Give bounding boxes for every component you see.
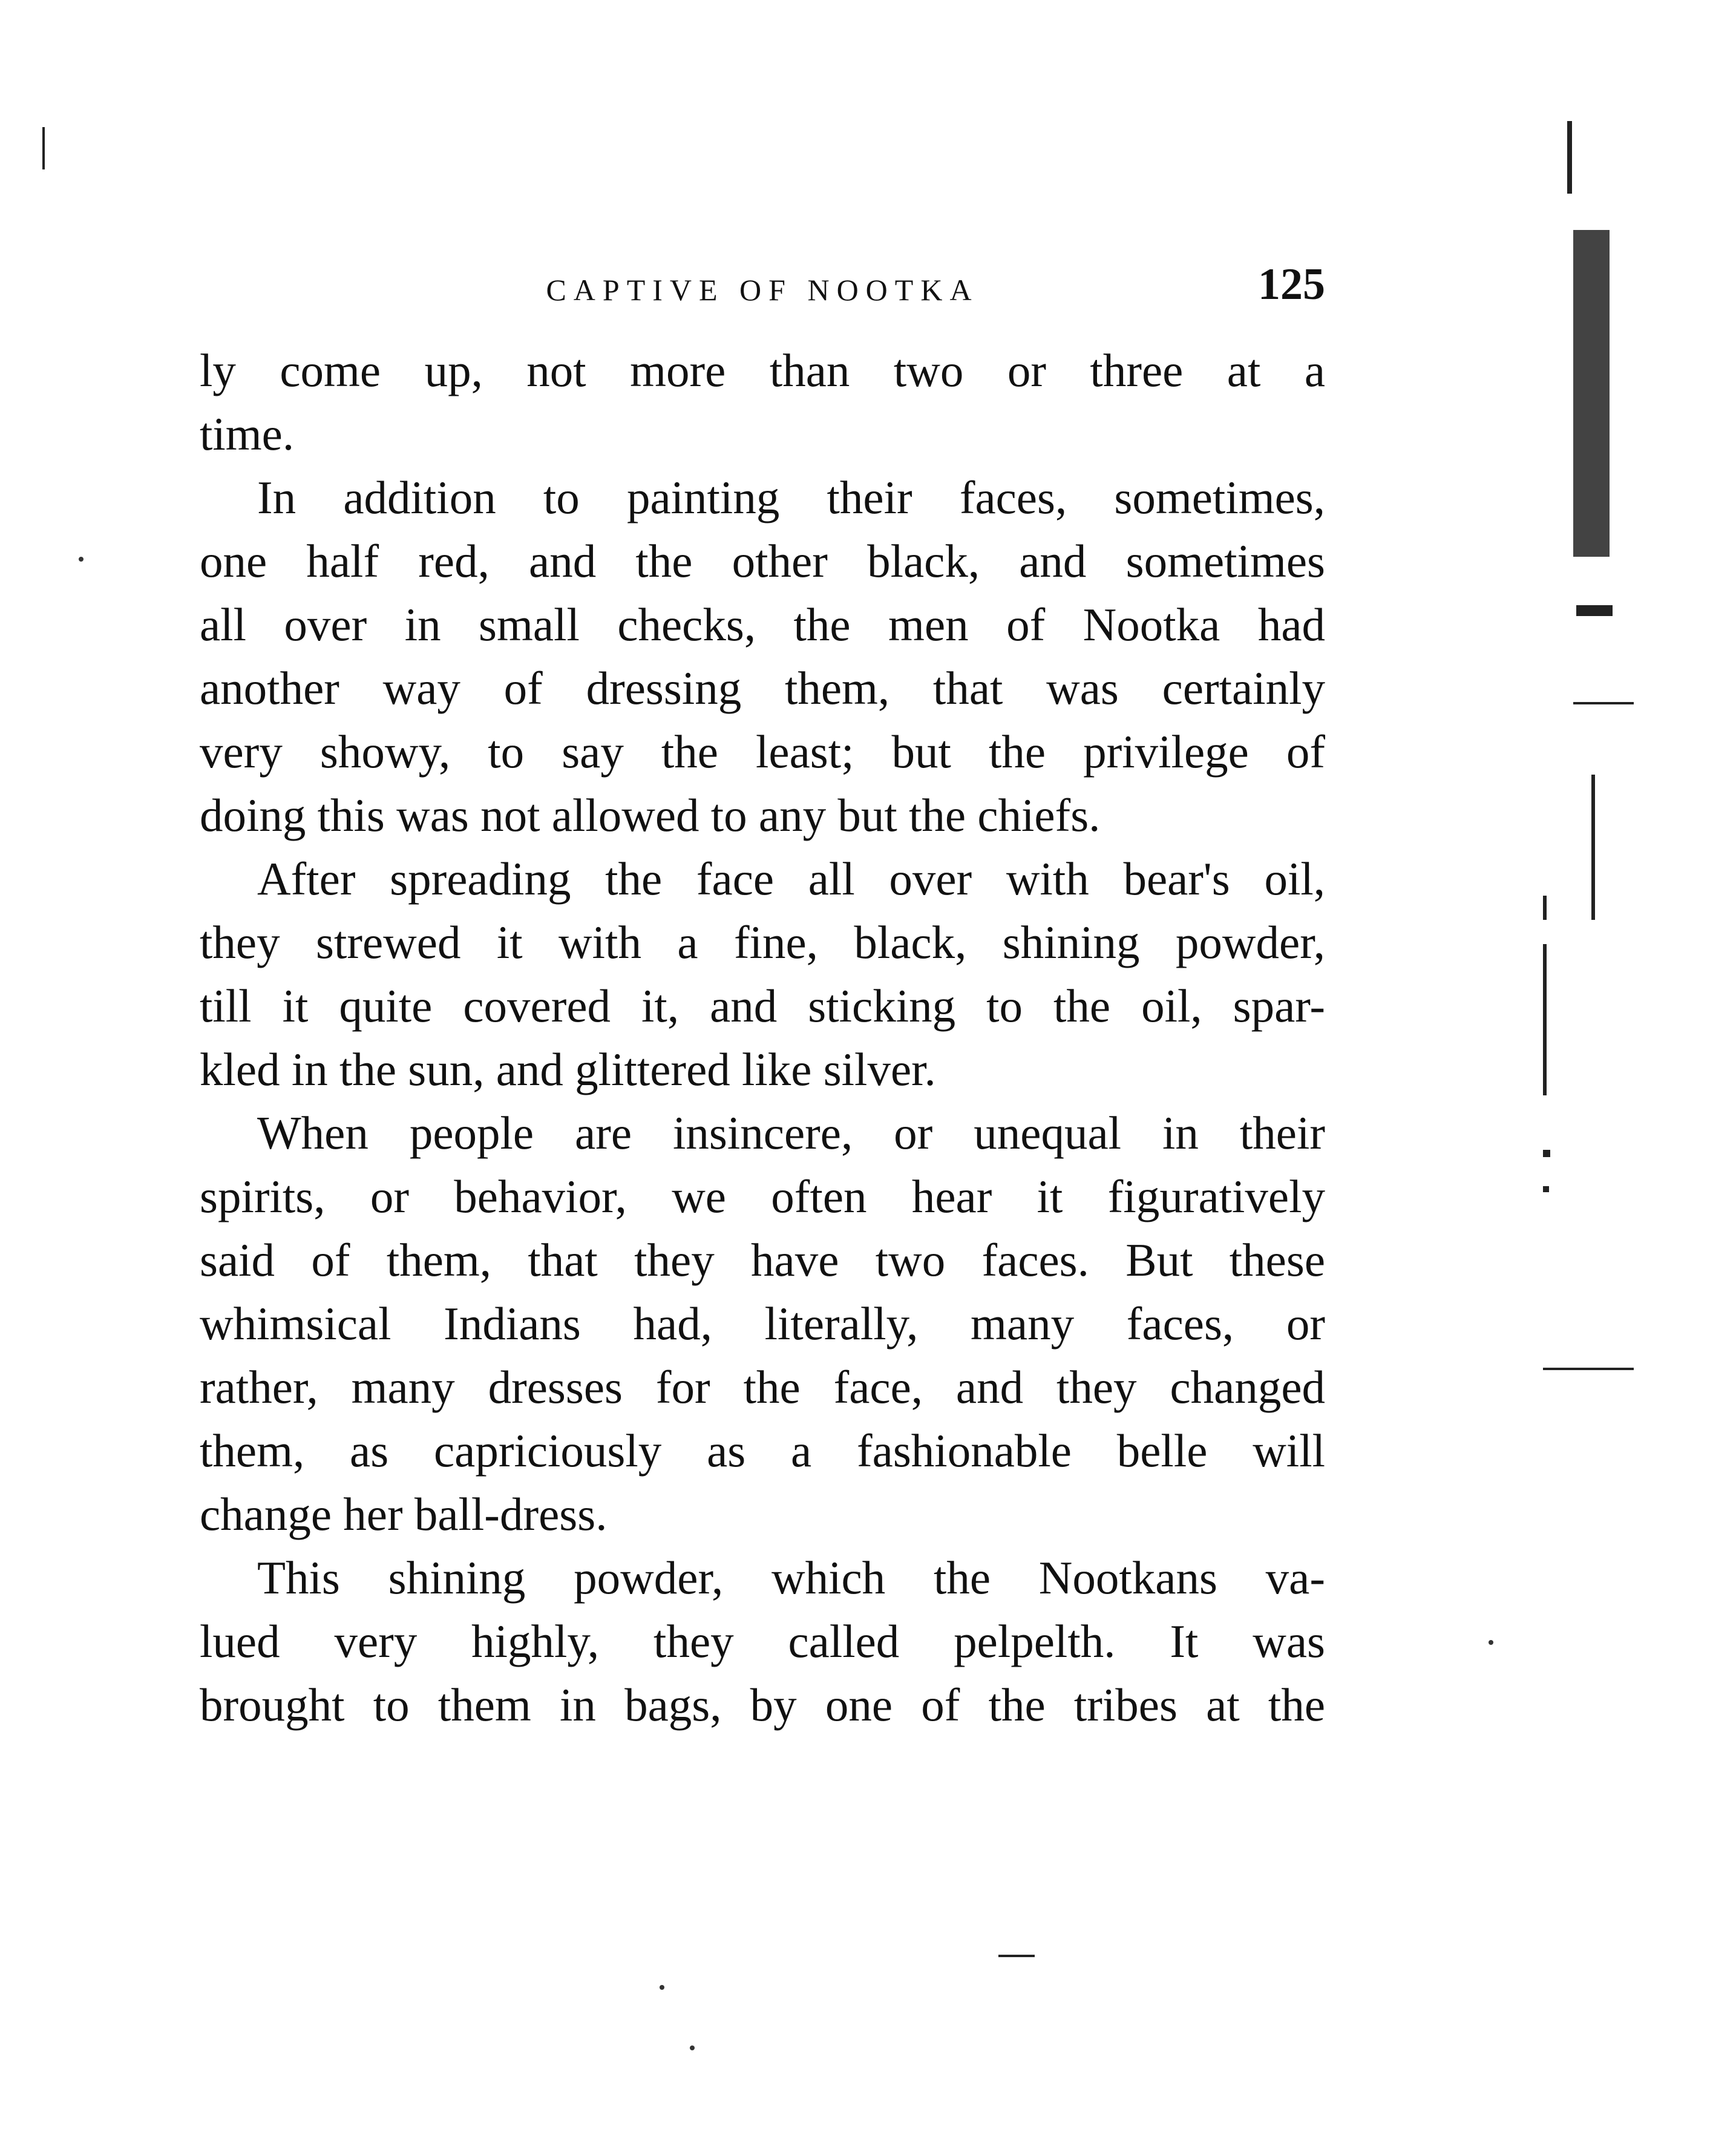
text-line: whimsical Indians had, literally, many faces, or: [200, 1297, 1325, 1350]
text-line: all over in small checks, the men of Nootka had: [200, 599, 1325, 651]
running-title: CAPTIVE OF NOOTKA: [546, 273, 979, 307]
text-line: one half red, and the other black, and sometimes: [200, 535, 1325, 587]
scan-mark: [1543, 944, 1547, 1095]
scan-mark: [1573, 702, 1634, 704]
page-header: [200, 254, 1325, 327]
scan-speck: [1489, 1640, 1493, 1645]
text-line: lued very highly, they called pelpelth. It was: [200, 1615, 1325, 1667]
scan-mark: [1543, 1150, 1550, 1157]
text-line: brought to them in bags, by one of the tribes at the: [200, 1679, 1325, 1731]
text-line: change her ball-dress.: [200, 1488, 608, 1540]
page-number: 125: [1258, 260, 1325, 309]
text-line: spirits, or behavior, we often hear it figuratively: [200, 1170, 1325, 1222]
text-line: rather, many dresses for the face, and they changed: [200, 1361, 1325, 1413]
text-line: very showy, to say the least; but the privilege of: [200, 726, 1325, 778]
scan-mark: [1576, 605, 1613, 616]
scan-mark: [1543, 896, 1547, 920]
scan-mark: [42, 127, 45, 169]
scan-mark: [1543, 1186, 1549, 1192]
scan-mark: [1573, 230, 1610, 557]
scan-mark: [998, 1955, 1035, 1957]
text-line: said of them, that they have two faces. But these: [200, 1234, 1325, 1286]
text-line: This shining powder, which the Nootkans va-: [257, 1552, 1325, 1604]
scan-mark: [1567, 121, 1572, 194]
scan-mark: [1543, 1368, 1634, 1370]
text-line: When people are insincere, or unequal in their: [257, 1107, 1325, 1159]
text-line: After spreading the face all over with bear's oil,: [257, 853, 1325, 905]
body-text: [200, 339, 1325, 1737]
text-line: they strewed it with a fine, black, shining powder,: [200, 916, 1325, 968]
text-line: In addition to painting their faces, sometimes,: [257, 471, 1325, 523]
text-line: ly come up, not more than two or three at a: [200, 344, 1325, 396]
scan-mark: [1591, 775, 1595, 920]
text-line: doing this was not allowed to any but the chiefs.: [200, 789, 1101, 841]
text-line: another way of dressing them, that was certainly: [200, 662, 1325, 714]
scan-bleed-through: [1519, 121, 1640, 1452]
paragraph-4: [200, 1101, 1325, 1546]
paragraph-1: [200, 339, 1325, 466]
text-line: kled in the sun, and glittered like silver.: [200, 1043, 936, 1095]
text-line: till it quite covered it, and sticking to the oil, spar-: [200, 980, 1325, 1032]
paragraph-3: [200, 847, 1325, 1101]
text-line: time.: [200, 408, 295, 460]
paragraph-5: [200, 1546, 1325, 1737]
scan-speck: [79, 557, 84, 562]
paragraph-2: [200, 466, 1325, 847]
scan-speck: [660, 1985, 664, 1990]
scan-speck: [690, 2045, 695, 2050]
text-line: them, as capriciously as a fashionable belle will: [200, 1425, 1325, 1477]
